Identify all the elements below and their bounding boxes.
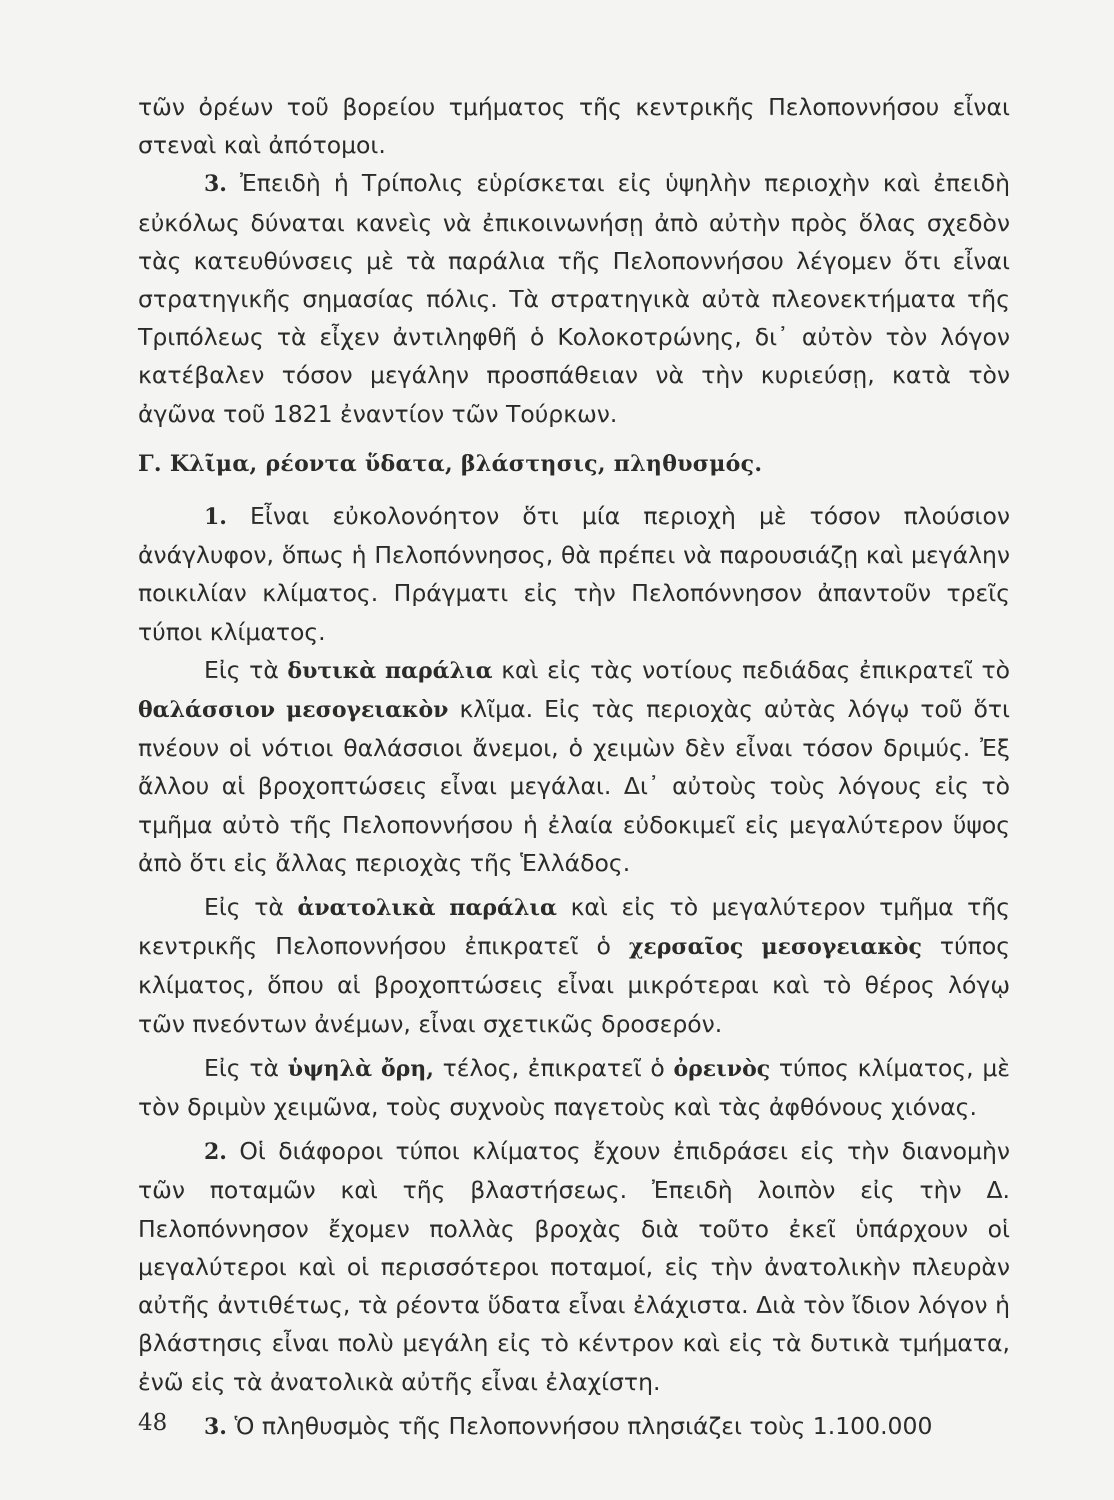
bold-term: δυτικὰ παράλια (287, 657, 493, 684)
paragraph-west-coast (138, 651, 1010, 882)
item-number: 2. (204, 1139, 227, 1166)
text-run: τύπος κλίματος, μὲ τὸν δριμὺν χειμῶνα, τοὺς συχνοὺς παγετοὺς καὶ τὰς ἀφθόνους χιόνας. (138, 1053, 1011, 1122)
paragraph-text: Ἐπειδὴ ἡ Τρίπολις εὑρίσκεται εἰς ὑψηλὴν περιοχὴν καὶ ἐπειδὴ εὐκόλως δύναται κανεὶς νὰ ἐπικοινωνήσῃ ἀπὸ αὐτὴν πρὸς ὅλας σχεδὸν τὰς κατευθύνσεις μὲ τὰ παράλια τῆς Πελοποννήσου λέγομεν ὅτι εἶναι στρατηγικῆς σημασίας πόλις. Τὰ στρατηγικὰ αὐτὰ πλεονεκτήματα τῆς Τριπόλεως τὰ εἶχεν ἀντιληφθῆ ὁ Κολοκοτρώνης, δι᾽ αὐτὸν τὸν λόγον κατέβαλεν τόσον μεγάλην προσπάθειαν νὰ τὴν κυριεύσῃ, κατὰ τὸν ἀγῶνα τοῦ 1821 ἐναντίον τῶν Τούρκων. (138, 169, 1010, 428)
paragraph-tripoli (138, 164, 1010, 432)
section-heading: Γ. Κλῖμα, ρέοντα ὕδατα, βλάστησις, πληθυσμός. (138, 450, 763, 477)
bold-term: ὑψηλὰ ὄρη, (287, 1055, 434, 1082)
bold-term: ἀνατολικὰ παράλια (297, 895, 557, 922)
text-run: τέλος, ἐπικρατεῖ ὁ (433, 1053, 674, 1082)
item-number: 3. (204, 1413, 227, 1440)
text-run: Εἰς τὰ (204, 1053, 288, 1082)
text-run: καὶ εἰς τὸ μεγαλύτερον τμῆμα τῆς κεντρικῆς Πελοποννήσου ἐπικρατεῖ ὁ (138, 893, 1011, 961)
body-text (138, 88, 1010, 1446)
paragraph-text: Εἶναι εὐκολονόητον ὅτι μία περιοχὴ μὲ τόσον πλούσιον ἀνάγλυφον, ὅπως ἡ Πελοπόννησος, θὰ πρέπει νὰ παρουσιάζῃ καὶ μεγάλην ποικιλίαν κλίματος. Πράγματι εἰς τὴν Πελοπόννησον ἀπαντοῦν τρεῖς τύποι κλίματος. (138, 502, 1010, 646)
paragraph-text: Οἱ διάφοροι τύποι κλίματος ἔχουν ἐπιδράσει εἰς τὴν διανομὴν τῶν ποταμῶν καὶ τῆς βλαστήσεως. Ἐπειδὴ λοιπὸν εἰς τὴν Δ. Πελοπόννησον ἔχομεν πολλὰς βροχὰς διὰ τοῦτο ἐκεῖ ὑπάρχουν οἱ μεγαλύτεροι καὶ οἱ περισσότεροι ποταμοί, εἰς τὴν ἀνατολικὴν πλευρὰν αὐτῆς ἀντιθέτως, τὰ ρέοντα ὕδατα εἶναι ἐλάχιστα. Διὰ τὸν ἴδιον λόγον ἡ βλάστησις εἶναι πολὺ μεγάλη εἰς τὸ κέντρον καὶ εἰς τὰ δυτικὰ τμήματα, ἐνῶ εἰς τὰ ἀνατολικὰ αὐτῆς εἶναι ἐλαχίστη. (138, 1137, 1010, 1396)
paragraph-climate-intro (138, 497, 1010, 651)
text-run: Εἰς τὰ (204, 893, 298, 922)
text-run: κλῖμα. Εἰς τὰς περιοχὰς αὐτὰς λόγῳ τοῦ ὅτι πνέουν οἱ νότιοι θαλάσσιοι ἄνεμοι, ὁ χειμὼν δὲν εἶναι τόσον δριμύς. Ἐξ ἄλλου αἱ βροχοπτώσεις εἶναι μεγάλαι. Δι᾽ αὐτοὺς τοὺς λόγους εἰς τὸ τμῆμα αὐτὸ τῆς Πελοποννήσου ἡ ἐλαία εὐδοκιμεῖ εἰς μεγαλύτερον ὕψος ἀπὸ ὅτι εἰς ἄλλας περιοχὰς τῆς Ἑλλάδος. (138, 695, 1010, 877)
text-run: καὶ εἰς τὰς νοτίους πεδιάδας ἐπικρατεῖ τὸ (492, 655, 1011, 684)
text-run: τύπος κλίματος, ὅπου αἱ βροχοπτώσεις εἶναι μικρότεραι καὶ τὸ θέρος λόγῳ τῶν πνεόντων ἀνέμων, εἶναι σχετικῶς δροσερόν. (138, 932, 1010, 1038)
paragraph-east-coast (138, 888, 1010, 1043)
paragraph-text: Ὁ πληθυσμὸς τῆς Πελοποννήσου πλησιάζει τοὺς 1.100.000 (226, 1411, 933, 1440)
paragraph-rivers-vegetation (138, 1132, 1010, 1400)
text-run: Εἰς τὰ (204, 655, 288, 684)
bold-term: θαλάσσιον μεσογειακὸν (138, 697, 449, 724)
bold-term: χερσαῖος μεσογειακὸς (628, 934, 922, 961)
bold-term: ὀρεινὸς (673, 1055, 771, 1082)
page-number: 48 (138, 1410, 168, 1436)
paragraph-population (138, 1407, 1010, 1446)
item-number: 1. (204, 504, 227, 531)
paragraph-continuation: τῶν ὀρέων τοῦ βορείου τμήματος τῆς κεντρικῆς Πελοποννήσου εἶναι στεναὶ καὶ ἀπότομοι. (138, 93, 1010, 160)
paragraph-mountains (138, 1049, 1010, 1126)
item-number: 3. (204, 171, 227, 198)
